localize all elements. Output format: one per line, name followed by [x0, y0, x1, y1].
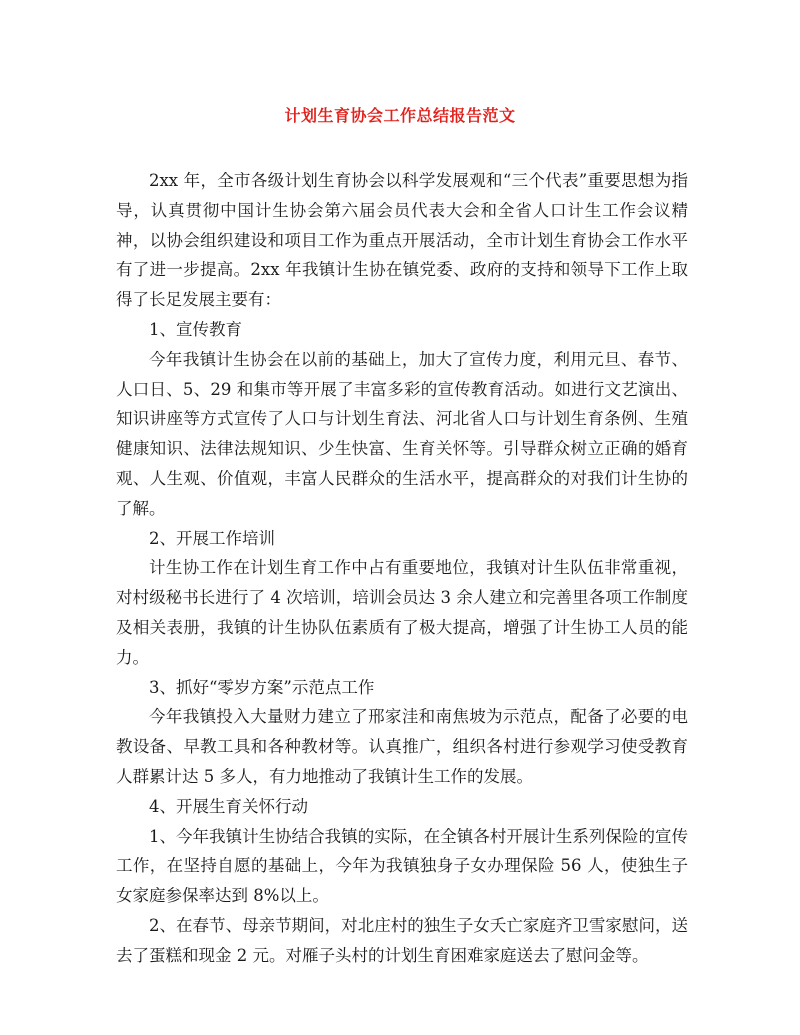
- training-paragraph: 计生协工作在计划生育工作中占有重要地位，我镇对计生队伍非常重视，对村级秘书长进行了 4 次培训，培训会员达 3 余人建立和完善里各项工作制度及相关表册，我镇的计生协队伍素质有了极大提高，增强了计生协工人员的能力。: [116, 558, 688, 667]
- intro-paragraph: 2xx 年，全市各级计划生育协会以科学发展观和“三个代表”重要思想为指导，认真贯彻中国计生协会第六届会员代表大会和全省人口计生工作会议精神，以协会组织建设和项目工作为重点开展活动，全市计划生育协会工作水平有了进一步提高。2xx 年我镇计生协在镇党委、政府的支持和领导下工作上取得了长足发展主要有：: [116, 171, 688, 310]
- zero-age-plan-paragraph: 今年我镇投入大量财力建立了邢家洼和南焦坡为示范点，配备了必要的电教设备、早教工具和各种教材等。认真推广，组织各村进行参观学习使受教育人群累计达 5 多人，有力地推动了我镇计生工作的发展。: [116, 707, 688, 786]
- care-action-paragraph-1: 1、今年我镇计生协结合我镇的实际，在全镇各村开展计生系列保险的宣传工作，在坚持自愿的基础上，今年为我镇独身子女办理保险 56 人，使独生子女家庭参保率达到 8%以上。: [116, 826, 688, 906]
- publicity-paragraph: 今年我镇计生协会在以前的基础上，加大了宣传力度，利用元旦、春节、人口日、5、29 和集市等开展了丰富多彩的宣传教育活动。如进行文艺演出、知识讲座等方式宣传了人口与计划生育法、河北省人口与计划生育条例、生殖健康知识、法律法规知识、少生快富、生育关怀等。引导群众树立正确的婚育观、人生观、价值观，丰富人民群众的生活水平，提高群众的对我们计生协的了解。: [116, 349, 688, 518]
- care-action-paragraph-2: 2、在春节、母亲节期间，对北庄村的独生子女夭亡家庭齐卫雪家慰问，送去了蛋糕和现金 2 元。对雁子头村的计划生育困难家庭送去了慰问金等。: [116, 915, 688, 965]
- section-heading-publicity: 1、宣传教育: [149, 319, 242, 339]
- document-body: [116, 166, 688, 971]
- document-title: 计划生育协会工作总结报告范文: [284, 106, 516, 125]
- section-heading-care-action: 4、开展生育关怀行动: [149, 796, 308, 816]
- section-heading-zero-age-plan: 3、抓好“零岁方案”示范点工作: [149, 677, 375, 697]
- section-heading-training: 2、开展工作培训: [149, 528, 275, 548]
